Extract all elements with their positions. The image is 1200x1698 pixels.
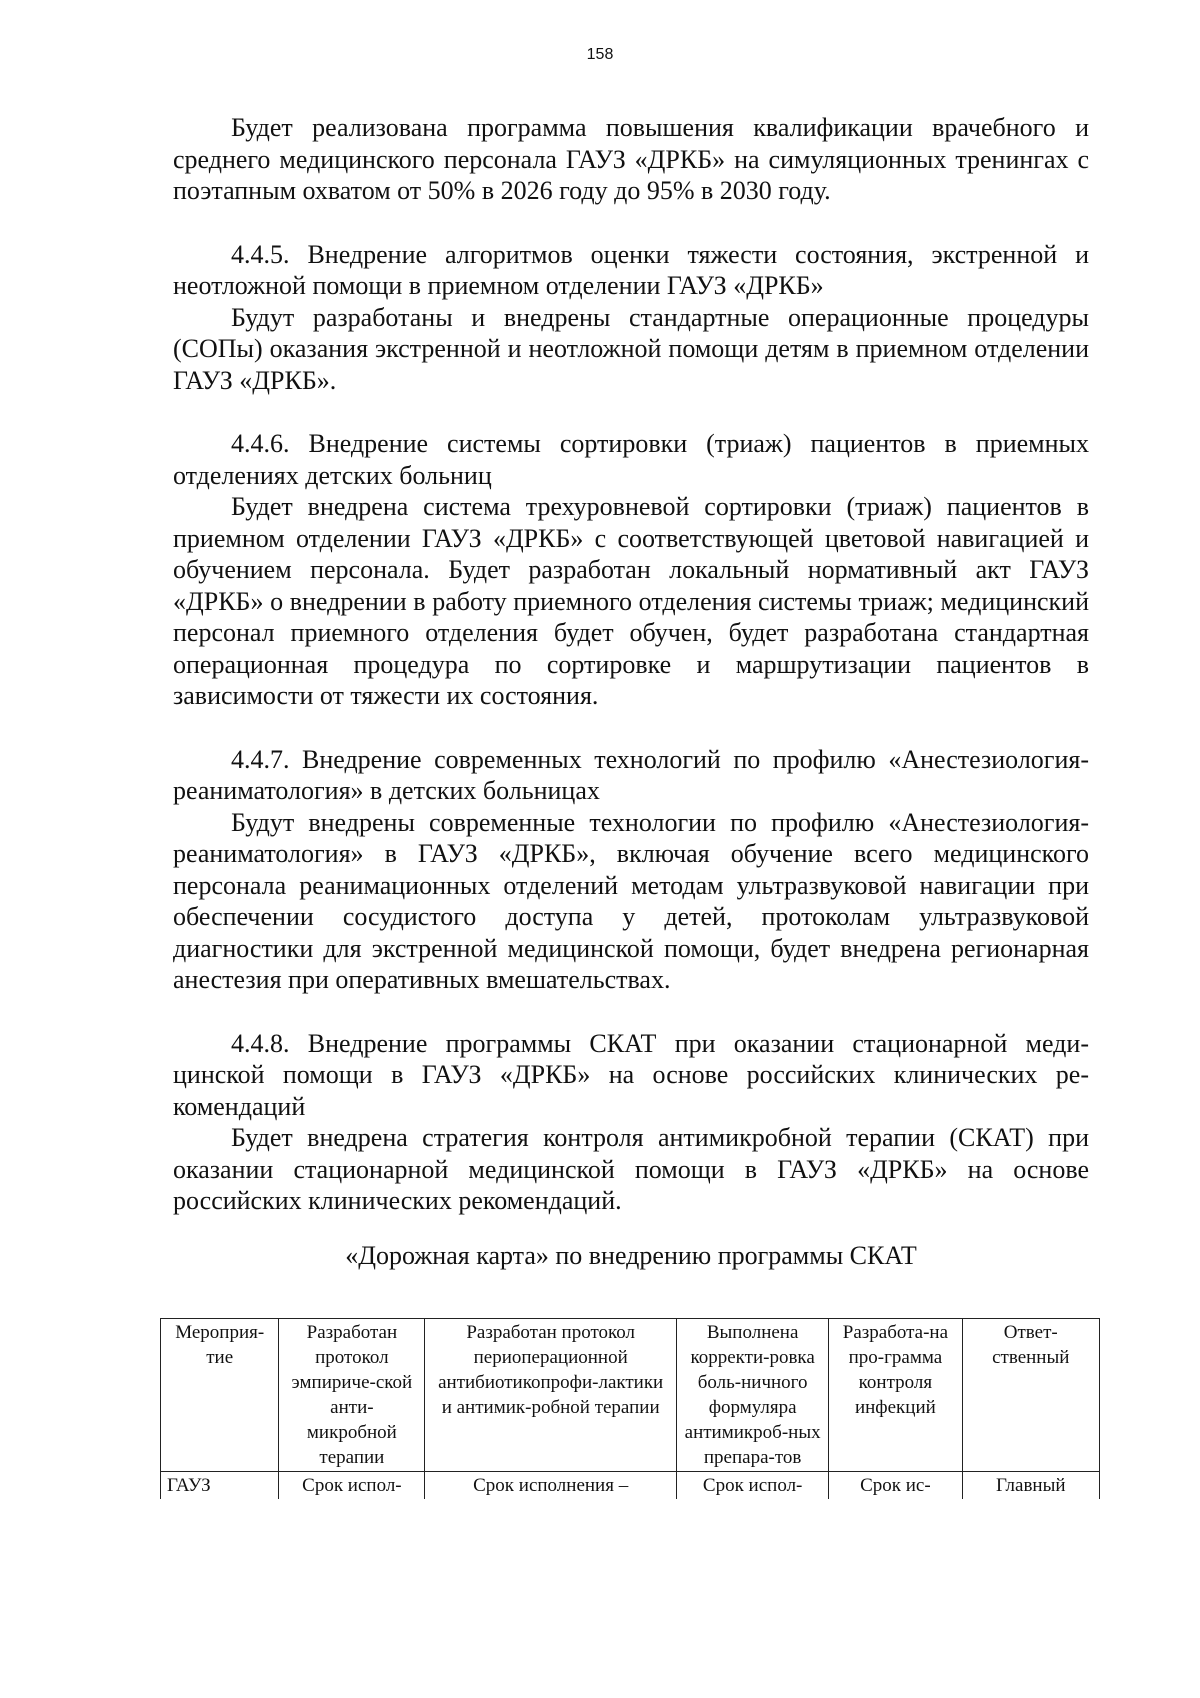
table-cell: ГАУЗ (161, 1472, 279, 1500)
table-cell: Главный (962, 1472, 1100, 1500)
table-header-row (161, 1319, 1100, 1472)
table-cell: Срок испол- (279, 1472, 425, 1500)
paragraph: Будет внедрена система трехуровневой сортировки (триаж) пациентов в приемном отделении ГАУЗ «ДРКБ» с соответствующей цветовой навигацией и обучением персонала. Будет разработан локальный нормативный акт ГАУЗ «ДРКБ» о внедрении в работу приемного отделения системы триаж; медицинский персонал приемного отделения будет обучен, будет разработана стандартная операционная процедура по сортировке и маршрутизации пациентов в зависимости от тяжести их состояния. (173, 492, 1089, 710)
column-header: Выполнена корректи-ровка боль-ничного формуляра антимикроб-ных препара-тов (677, 1319, 829, 1472)
paragraph: Будут разработаны и внедрены стандартные операционные процедуры (СОПы) оказания экстренной и неотложной помощи детям в приемном отделении ГАУЗ «ДРКБ». (173, 302, 1089, 395)
table-cell: Срок испол- (677, 1472, 829, 1500)
column-header: Разработан протокол эмпириче-ской анти-микробной терапии (279, 1319, 425, 1472)
table-row (161, 1472, 1100, 1500)
column-header: Разработа-на про-грамма контроля инфекций (829, 1319, 962, 1472)
column-header: Ответ-ственный (962, 1319, 1100, 1472)
paragraph: Будет реализована программа повышения квалификации врачебного и среднего медицинского персонала ГАУЗ «ДРКБ» на симуляционных тренингах с поэтапным охватом от 50% в 2026 году до 95% в 2030 году. (173, 113, 1089, 205)
section-heading-4-4-8: 4.4.8. Внедрение программы СКАТ при оказании стационарной медицинской помощи в ГАУЗ «ДРКБ» на основе российских клинических рекомендаций (173, 1028, 1089, 1121)
page-number: 158 (586, 46, 614, 63)
table-cell: Срок исполнения – (425, 1472, 677, 1500)
paragraph: Будут внедрены современные технологии по профилю «Анестезиология-реаниматология» в ГАУЗ «ДРКБ», включая обучение всего медицинского персонала реанимационных отделений методам ультразвуковой навигации при обеспечении сосудистого доступа у детей, протоколам ультразвуковой диагностики для экстренной медицинской помощи, будет внедрена регионарная анестезия при оперативных вмешательствах. (173, 807, 1089, 994)
table-cell: Срок ис- (829, 1472, 962, 1500)
section-heading-4-4-7: 4.4.7. Внедрение современных технологий по профилю «Анестезиология-реаниматология» в детских больницах (173, 744, 1089, 805)
roadmap-table (160, 1318, 1100, 1499)
paragraph: Будет внедрена стратегия контроля антимикробной терапии (СКАТ) при оказании стационарной медицинской помощи в ГАУЗ «ДРКБ» на основе российских клинических рекомендаций. (173, 1123, 1089, 1215)
column-header: Разработан протокол периоперационной антибиотикопрофи-лактики и антимик-робной терапии (425, 1319, 677, 1472)
document-body (173, 112, 1089, 1271)
section-heading-4-4-5: 4.4.5. Внедрение алгоритмов оценки тяжести состояния, экстренной и неотложной помощи в приемном отделении ГАУЗ «ДРКБ» (173, 239, 1089, 300)
section-heading-4-4-6: 4.4.6. Внедрение системы сортировки (триаж) пациентов в приемных отделениях детских больниц (173, 429, 1089, 490)
table-title: «Дорожная карта» по внедрению программы СКАТ (345, 1240, 917, 1270)
column-header: Мероприя-тие (161, 1319, 279, 1472)
